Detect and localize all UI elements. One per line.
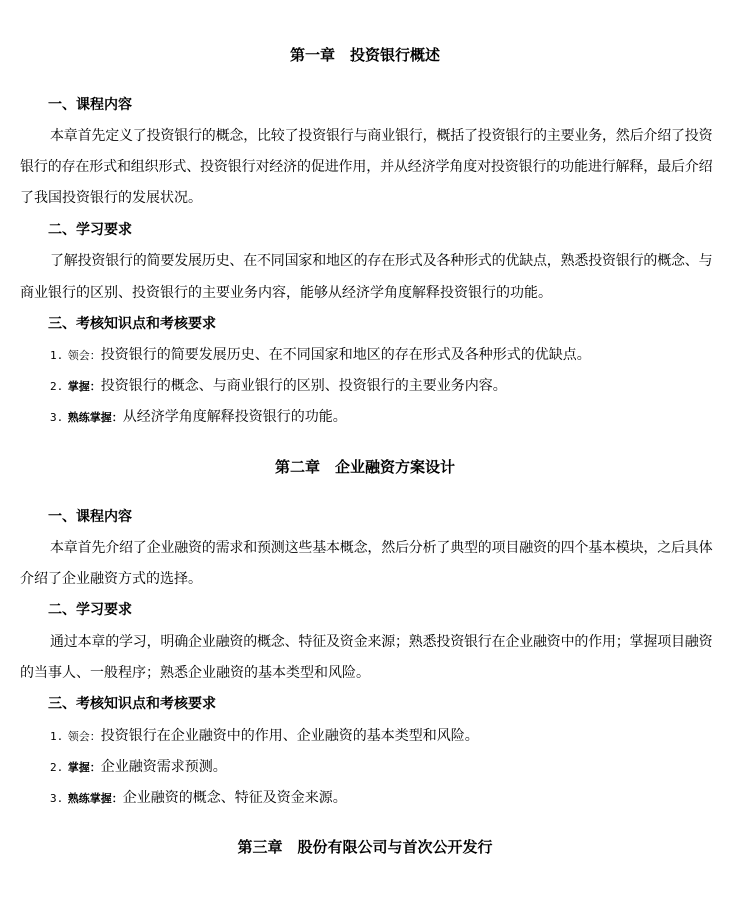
chapter-1-requirements-line-1: 了解投资银行的简要发展历史、在不同国家和地区的存在形式及各种形式的优缺点，熟悉投资银行的概念、与 bbox=[50, 253, 713, 269]
item-label: 熟练掌握： bbox=[67, 792, 123, 805]
chapter-2-assessment-heading: 三、考核知识点和考核要求 bbox=[48, 696, 216, 712]
item-number: 2. bbox=[50, 380, 64, 393]
chapter-2-requirements-line-2: 的当事人、一般程序；熟悉企业融资的基本类型和风险。 bbox=[20, 665, 370, 681]
chapter-1-assessment-item-2 bbox=[50, 376, 507, 397]
item-number: 3. bbox=[50, 792, 64, 805]
item-label: 领会： bbox=[67, 730, 101, 743]
chapter-1-requirements-heading: 二、学习要求 bbox=[48, 222, 132, 238]
item-number: 1. bbox=[50, 730, 64, 743]
chapter-2-assessment-item-1 bbox=[50, 726, 479, 747]
item-number: 1. bbox=[50, 349, 64, 362]
item-text: 企业融资的概念、特征及资金来源。 bbox=[122, 790, 347, 806]
chapter-1-course-content-line-1: 本章首先定义了投资银行的概念，比较了投资银行与商业银行，概括了投资银行的主要业务，然后介绍了投资 bbox=[50, 128, 713, 144]
chapter-3-title: 第三章 股份有限公司与首次公开发行 bbox=[237, 838, 493, 856]
item-text: 投资银行的简要发展历史、在不同国家和地区的存在形式及各种形式的优缺点。 bbox=[100, 347, 591, 363]
item-text: 从经济学角度解释投资银行的功能。 bbox=[122, 409, 347, 425]
chapter-2-title: 第二章 企业融资方案设计 bbox=[274, 458, 455, 476]
item-label: 掌握： bbox=[67, 380, 101, 393]
chapter-1-assessment-item-3 bbox=[50, 407, 347, 428]
item-text: 投资银行在企业融资中的作用、企业融资的基本类型和风险。 bbox=[100, 728, 479, 744]
chapter-1-title: 第一章 投资银行概述 bbox=[289, 46, 440, 64]
chapter-2-course-content-line-2: 介绍了企业融资方式的选择。 bbox=[20, 571, 202, 587]
chapter-2-assessment-item-3 bbox=[50, 788, 347, 809]
item-text: 企业融资需求预测。 bbox=[100, 759, 227, 775]
chapter-1-assessment-item-1 bbox=[50, 345, 591, 366]
chapter-1-course-content-line-3: 了我国投资银行的发展状况。 bbox=[20, 190, 202, 206]
item-number: 2. bbox=[50, 761, 64, 774]
chapter-2-course-content-heading: 一、课程内容 bbox=[48, 509, 132, 525]
chapter-1-assessment-heading: 三、考核知识点和考核要求 bbox=[48, 316, 216, 332]
chapter-2-course-content-line-1: 本章首先介绍了企业融资的需求和预测这些基本概念，然后分析了典型的项目融资的四个基本模块，之后具体 bbox=[50, 540, 713, 556]
item-text: 投资银行的概念、与商业银行的区别、投资银行的主要业务内容。 bbox=[100, 378, 507, 394]
chapter-2-requirements-line-1: 通过本章的学习，明确企业融资的概念、特征及资金来源；熟悉投资银行在企业融资中的作用；掌握项目融资 bbox=[50, 634, 713, 650]
chapter-1-requirements-line-2: 商业银行的区别、投资银行的主要业务内容，能够从经济学角度解释投资银行的功能。 bbox=[20, 285, 552, 301]
item-label: 掌握： bbox=[67, 761, 101, 774]
chapter-2-requirements-heading: 二、学习要求 bbox=[48, 602, 132, 618]
item-number: 3. bbox=[50, 411, 64, 424]
chapter-1-course-content-heading: 一、课程内容 bbox=[48, 97, 132, 113]
chapter-1-course-content-line-2: 银行的存在形式和组织形式、投资银行对经济的促进作用，并从经济学角度对投资银行的功能进行解释，最后介绍 bbox=[20, 159, 713, 175]
chapter-2-assessment-item-2 bbox=[50, 757, 227, 778]
item-label: 领会： bbox=[67, 349, 101, 362]
item-label: 熟练掌握： bbox=[67, 411, 123, 424]
